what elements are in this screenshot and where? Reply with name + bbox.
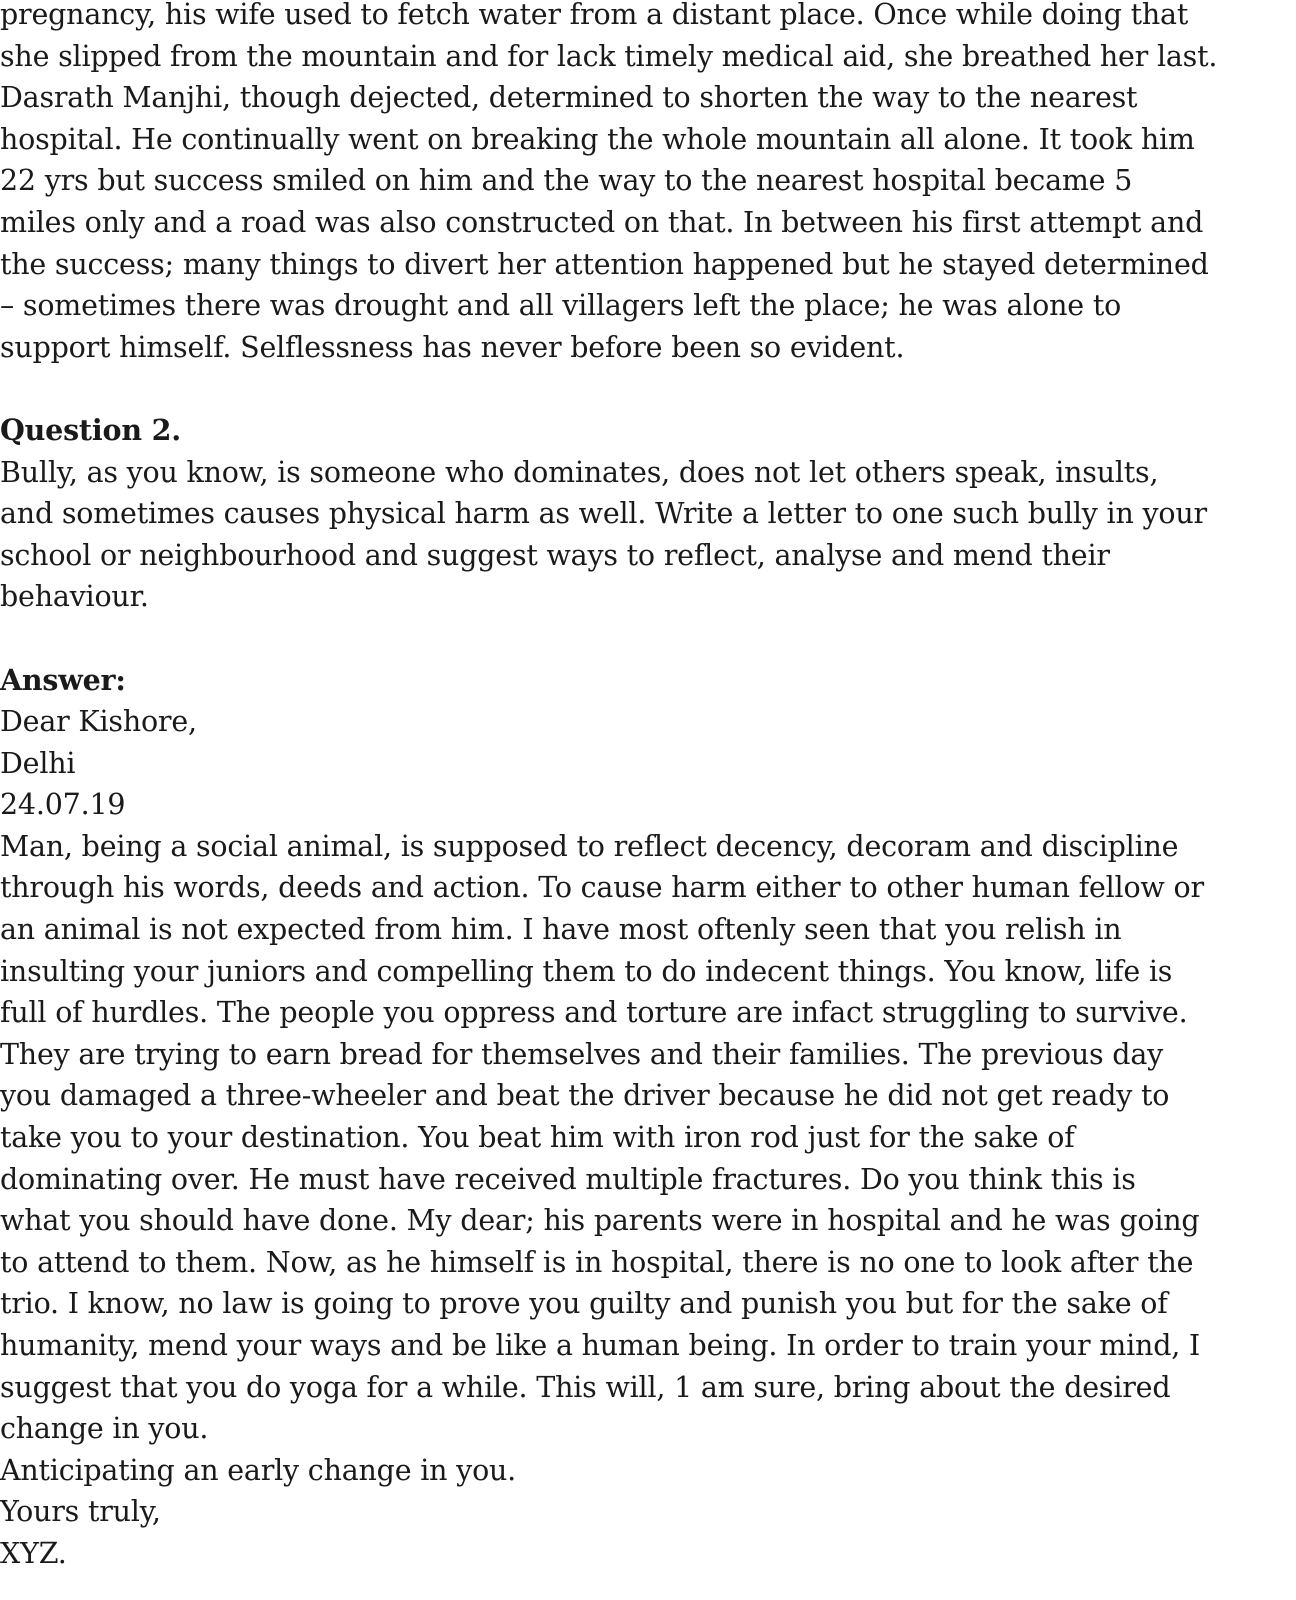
letter-signature: XYZ. [0, 1536, 67, 1570]
letter-body-line: full of hurdles. The people you oppress and torture are infact struggling to survive. [0, 996, 1188, 1030]
letter-body-line: you damaged a three-wheeler and beat the driver because he did not get ready to [0, 1079, 1170, 1113]
letter-body [0, 826, 1296, 1450]
text-line: the success; many things to divert her attention happened but he stayed determined [0, 247, 1209, 281]
text-line: hospital. He continually went on breaking the whole mountain all alone. It took him [0, 122, 1195, 156]
spacer [0, 368, 1296, 410]
letter-body-line: an animal is not expected from him. I have most oftenly seen that you relish in [0, 913, 1122, 947]
letter-body-line: take you to your destination. You beat him with iron rod just for the sake of [0, 1121, 1075, 1155]
letter-body-line: humanity, mend your ways and be like a human being. In order to train your mind, I [0, 1329, 1201, 1362]
letter-closing: Anticipating an early change in you. [0, 1453, 517, 1487]
question-text-line: behaviour. [0, 580, 149, 614]
letter-salutation: Dear Kishore, [0, 705, 197, 739]
text-line: Dasrath Manjhi, though dejected, determined to shorten the way to the nearest [0, 81, 1138, 115]
question-text-line: school or neighbourhood and suggest ways to reflect, analyse and mend their [0, 538, 1110, 572]
text-line: pregnancy, his wife used to fetch water from a distant place. Once while doing that [0, 0, 1189, 31]
letter-place: Delhi [0, 746, 76, 780]
text-line: support himself. Selflessness has never before been so evident. [0, 330, 905, 364]
letter-body-line: dominating over. He must have received multiple fractures. Do you think this is [0, 1162, 1136, 1196]
letter-body-line: change in you. [0, 1412, 209, 1446]
letter-body-line: trio. I know, no law is going to prove you guilty and punish you but for the sake of [0, 1287, 1168, 1321]
question-section [0, 410, 1296, 618]
intro-paragraph [0, 0, 1296, 368]
answer-heading: Answer: [0, 662, 126, 697]
letter-body-line: Man, being a social animal, is supposed to reflect decency, decoram and discipline [0, 829, 1179, 863]
text-line: 22 yrs but success smiled on him and the way to the nearest hospital became 5 [0, 164, 1133, 198]
letter-body-line: insulting your juniors and compelling them to do indecent things. You know, life is [0, 954, 1173, 988]
text-line: – sometimes there was drought and all villagers left the place; he was alone to [0, 289, 1122, 323]
spacer [0, 618, 1296, 660]
text-line: miles only and a road was also constructed on that. In between his first attempt and [0, 205, 1204, 239]
letter-signoff: Yours truly, [0, 1495, 161, 1529]
question-heading: Question 2. [0, 412, 181, 447]
letter-body-line: to attend to them. Now, as he himself is in hospital, there is no one to look after the [0, 1245, 1194, 1279]
letter-body-line: They are trying to earn bread for themselves and their families. The previous day [0, 1037, 1164, 1071]
answer-section [0, 660, 1296, 1575]
question-text-line: Bully, as you know, is someone who dominates, does not let others speak, insults, [0, 455, 1159, 489]
letter-body-line: through his words, deeds and action. To cause harm either to other human fellow or [0, 871, 1204, 905]
text-line: she slipped from the mountain and for lack timely medical aid, she breathed her last. [0, 39, 1218, 73]
letter-date: 24.07.19 [0, 788, 126, 822]
letter-body-line: what you should have done. My dear; his parents were in hospital and he was going [0, 1204, 1200, 1238]
question-text-line: and sometimes causes physical harm as well. Write a letter to one such bully in your [0, 497, 1207, 531]
letter-body-line: suggest that you do yoga for a while. This will, 1 am sure, bring about the desired [0, 1370, 1171, 1404]
